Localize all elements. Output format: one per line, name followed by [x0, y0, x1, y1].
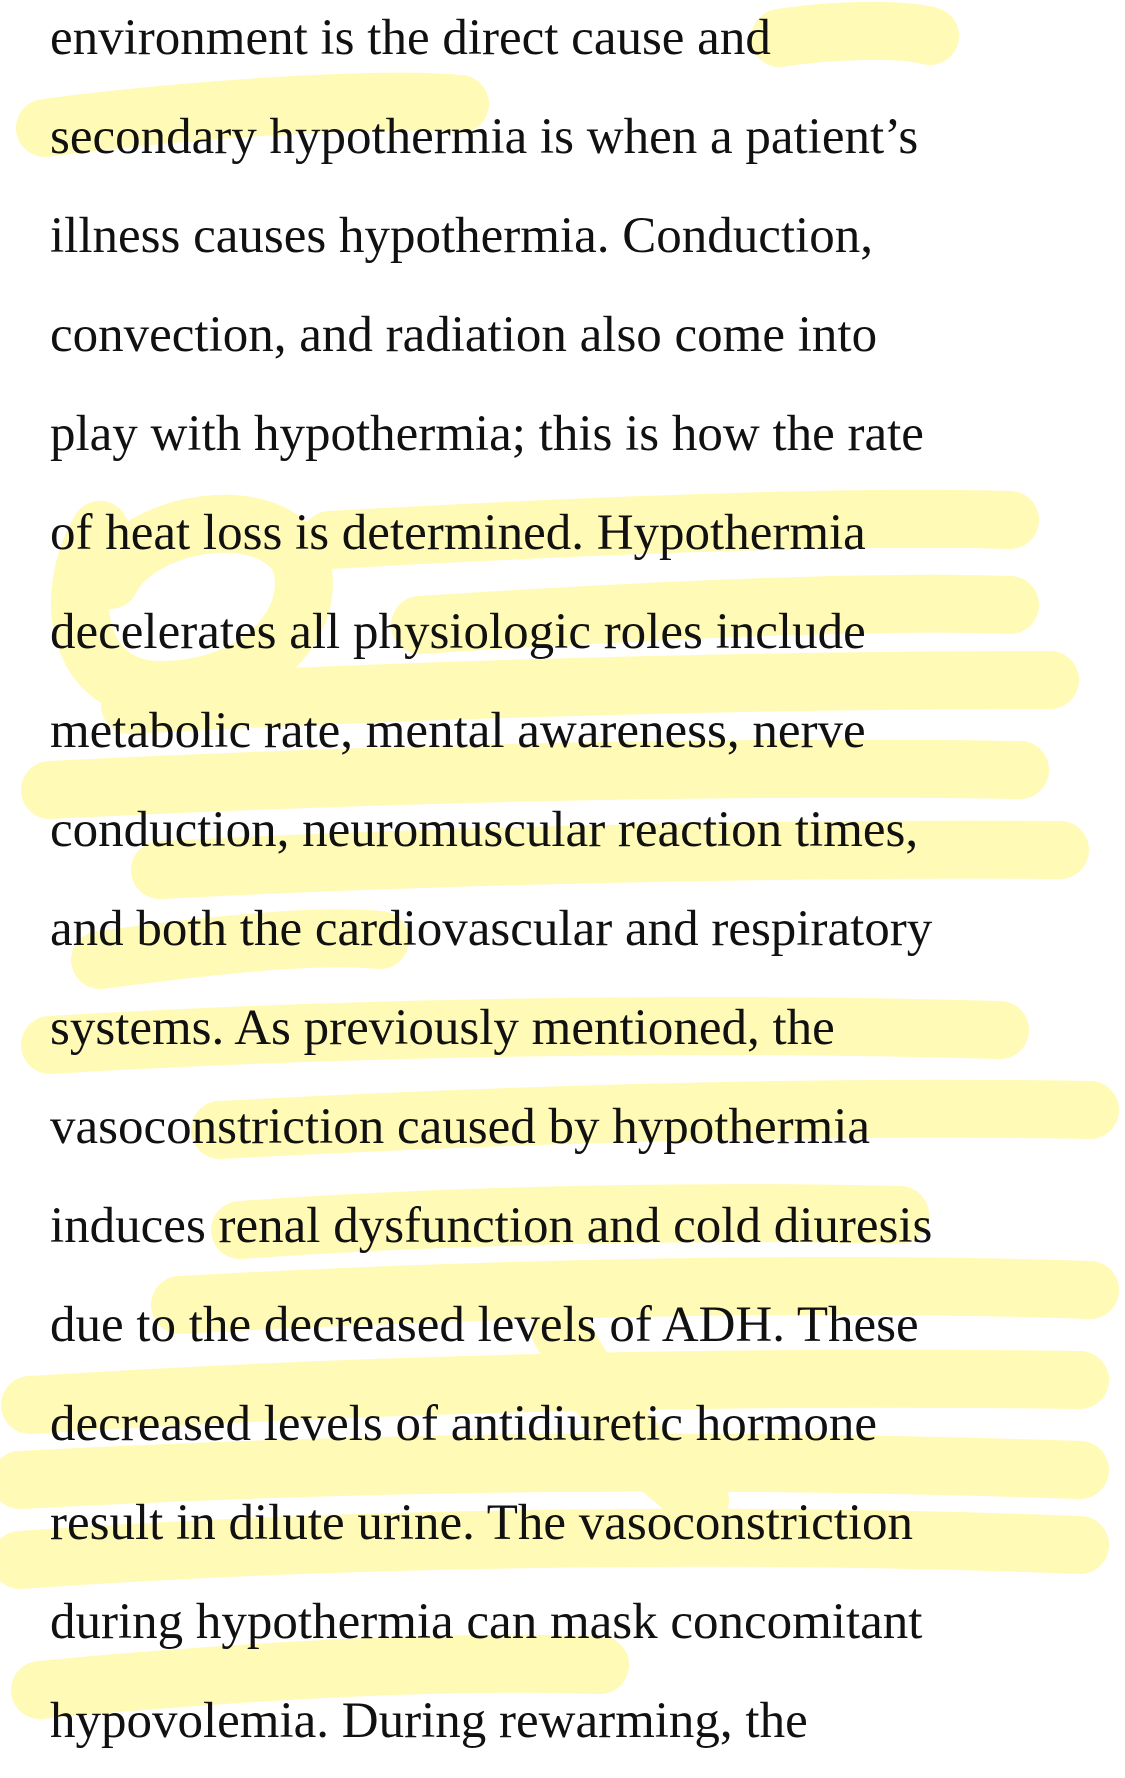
highlight-stroke	[50, 769, 1020, 790]
text-line: convection, and radiation also come into	[50, 307, 878, 363]
text-line: induces renal dysfunction and cold diuresis	[50, 1198, 933, 1254]
text-line: conduction, neuromuscular reaction times,	[50, 802, 919, 858]
text-line: hypovolemia. During rewarming, the	[50, 1693, 808, 1749]
text-line: play with hypothermia; this is how the rate	[50, 406, 924, 462]
text-line: systems. As previously mentioned, the	[50, 1000, 835, 1056]
text-line: during hypothermia can mask concomitant	[50, 1594, 923, 1650]
text-line: metabolic rate, mental awareness, nerve	[50, 703, 866, 759]
text-line: result in dilute urine. The vasoconstriction	[50, 1495, 914, 1551]
text-line: and both the cardiovascular and respiratory	[50, 901, 933, 957]
text-line: illness causes hypothermia. Conduction,	[50, 208, 873, 264]
text-line: vasoconstriction caused by hypothermia	[50, 1099, 871, 1155]
text-line: secondary hypothermia is when a patient’s	[50, 109, 919, 165]
text-line: decelerates all physiologic roles include	[50, 604, 866, 660]
highlight-stroke	[20, 1463, 1080, 1480]
text-line: environment is the direct cause and	[50, 10, 771, 66]
text-line: of heat loss is determined. Hypothermia	[50, 505, 866, 561]
text-line: due to the decreased levels of ADH. These	[50, 1297, 919, 1353]
text-line: decreased levels of antidiuretic hormone	[50, 1396, 877, 1452]
highlight-stroke	[40, 1664, 600, 1690]
highlight-stroke	[780, 31, 930, 38]
